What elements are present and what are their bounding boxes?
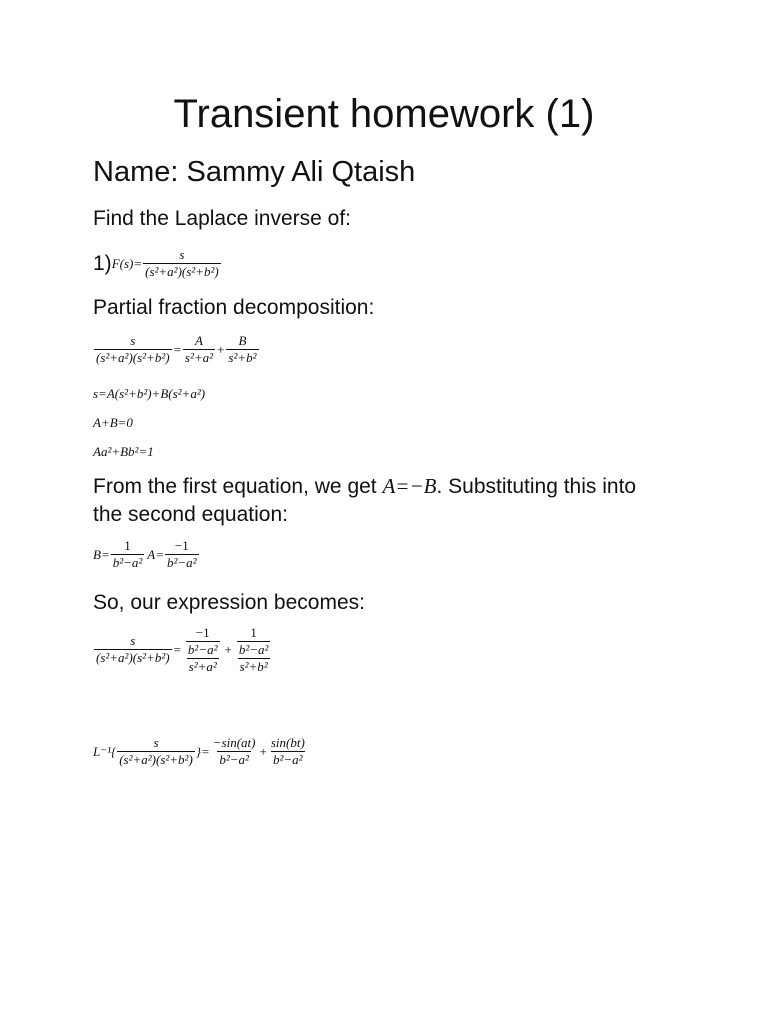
document-title: Transient homework (1) bbox=[173, 92, 595, 136]
decomp-term1-numerator: A bbox=[195, 333, 203, 348]
from-first-line-2: the second equation: bbox=[93, 503, 288, 526]
inverse-formula: L⁻¹{ $\frac{s}{\text{(s²+a²)(s²+b²)}}$ }= $\frac{-\sin(at)}{\text{b²−a²}}$ + $\frac{\sin(bt)}{\text{b²−a²}}$ bbox=[93, 735, 305, 767]
inverse-operator: L⁻¹{ bbox=[93, 743, 117, 759]
expr-term1-numerator bbox=[183, 626, 223, 658]
problem-fraction bbox=[143, 248, 221, 280]
expr-term1-inner-numerator: −1 bbox=[195, 625, 210, 640]
solution-a-numerator: −1 bbox=[174, 538, 189, 553]
solution-b-denominator: b²−a² bbox=[112, 554, 143, 570]
expr-lhs-numerator: s bbox=[130, 633, 136, 649]
decomp-term2-numerator: B bbox=[238, 333, 247, 348]
from-first-line bbox=[93, 474, 636, 499]
from-first-text: From the first equation, we get bbox=[93, 475, 383, 498]
expr-term2-outer-denominator: s²+b² bbox=[239, 658, 268, 674]
problem-lhs: F(s)= bbox=[111, 256, 143, 271]
expression-formula: $\frac{s}{\text{(s²+a²)(s²+b²)}}$ = $\frac{\frac{-1}{\text{b²−a²}}}{\text{s²+a²}}$ + $\frac{\frac{1}{\text{b²−a²}}}{\text{s²+b²}}$ bbox=[93, 626, 274, 674]
inverse-term2-denominator: b²−a² bbox=[273, 751, 303, 767]
inverse-arg-fraction bbox=[117, 736, 195, 768]
decomp-term1-fraction bbox=[183, 334, 215, 366]
student-name: Name: Sammy Ali Qtaish bbox=[93, 156, 416, 188]
expr-term1-inner-denominator: b²−a² bbox=[187, 641, 218, 657]
decomp-lhs-numerator: s bbox=[130, 333, 136, 348]
expr-term2-fraction bbox=[234, 626, 274, 674]
solution-b-fraction bbox=[111, 539, 145, 571]
expr-lhs-fraction bbox=[94, 634, 172, 666]
problem-1 bbox=[93, 244, 222, 284]
decomp-lhs-fraction bbox=[94, 334, 172, 366]
inverse-term1-fraction bbox=[211, 736, 258, 768]
solution-formula bbox=[93, 539, 200, 571]
solution-a-denominator: b²−a² bbox=[167, 554, 197, 570]
so-heading: So, our expression becomes: bbox=[93, 591, 365, 614]
from-first-math: A=−B bbox=[382, 474, 437, 498]
partial-fraction-heading: Partial fraction decomposition: bbox=[93, 296, 375, 319]
inverse-term2-numerator: sin(bt) bbox=[270, 735, 305, 750]
expr-term2-inner-fraction bbox=[237, 626, 271, 658]
problem-formula bbox=[112, 248, 222, 280]
solution-b-numerator: 1 bbox=[124, 538, 131, 553]
inverse-term1-numerator: −sin(at) bbox=[212, 735, 256, 750]
problem-denominator: (s²+a²)(s²+b²) bbox=[145, 264, 219, 280]
expr-term1-inner-fraction bbox=[186, 626, 220, 658]
equation-3: Aa²+Bb²=1 bbox=[93, 444, 154, 459]
inverse-arg-denominator: (s²+a²)(s²+b²) bbox=[119, 751, 193, 767]
expr-term2-numerator bbox=[234, 626, 274, 658]
inverse-term2-fraction bbox=[269, 736, 307, 768]
inverse-term1-denominator: b²−a² bbox=[219, 751, 249, 767]
solution-a-fraction bbox=[165, 539, 199, 571]
inverse-arg-numerator: s bbox=[153, 735, 159, 750]
decomposition-formula: $\frac{s}{\text{(s²+a²)(s²+b²)}}$ = $\frac{A}{\text{s²+a²}}$ + $\frac{B}{\text{s²+b²}}$ bbox=[96, 333, 257, 365]
problem-number: 1) bbox=[93, 252, 112, 275]
expr-lhs-denominator: (s²+a²)(s²+b²) bbox=[96, 650, 170, 666]
decomp-term2-fraction bbox=[226, 334, 258, 366]
equation-2: A+B=0 bbox=[93, 415, 133, 430]
solution-b-lhs: B= bbox=[93, 546, 110, 562]
decomp-lhs-denominator: (s²+a²)(s²+b²) bbox=[96, 349, 170, 365]
expr-term2-inner-denominator: b²−a² bbox=[238, 641, 269, 657]
equation-1: s=A(s²+b²)+B(s²+a²) bbox=[93, 386, 206, 401]
expr-term2-inner-numerator: 1 bbox=[250, 625, 257, 640]
decomp-term2-denominator: s²+b² bbox=[228, 349, 257, 365]
inverse-close: }= bbox=[195, 743, 210, 759]
expr-term1-fraction bbox=[183, 626, 223, 674]
instruction-text: Find the Laplace inverse of: bbox=[93, 207, 351, 230]
decomp-term1-denominator: s²+a² bbox=[184, 349, 214, 365]
problem-numerator: s bbox=[179, 247, 185, 263]
solution-a-lhs: A= bbox=[147, 546, 165, 562]
expr-term1-outer-denominator: s²+a² bbox=[188, 658, 217, 674]
from-first-text-after: . Substituting this into bbox=[436, 475, 637, 498]
